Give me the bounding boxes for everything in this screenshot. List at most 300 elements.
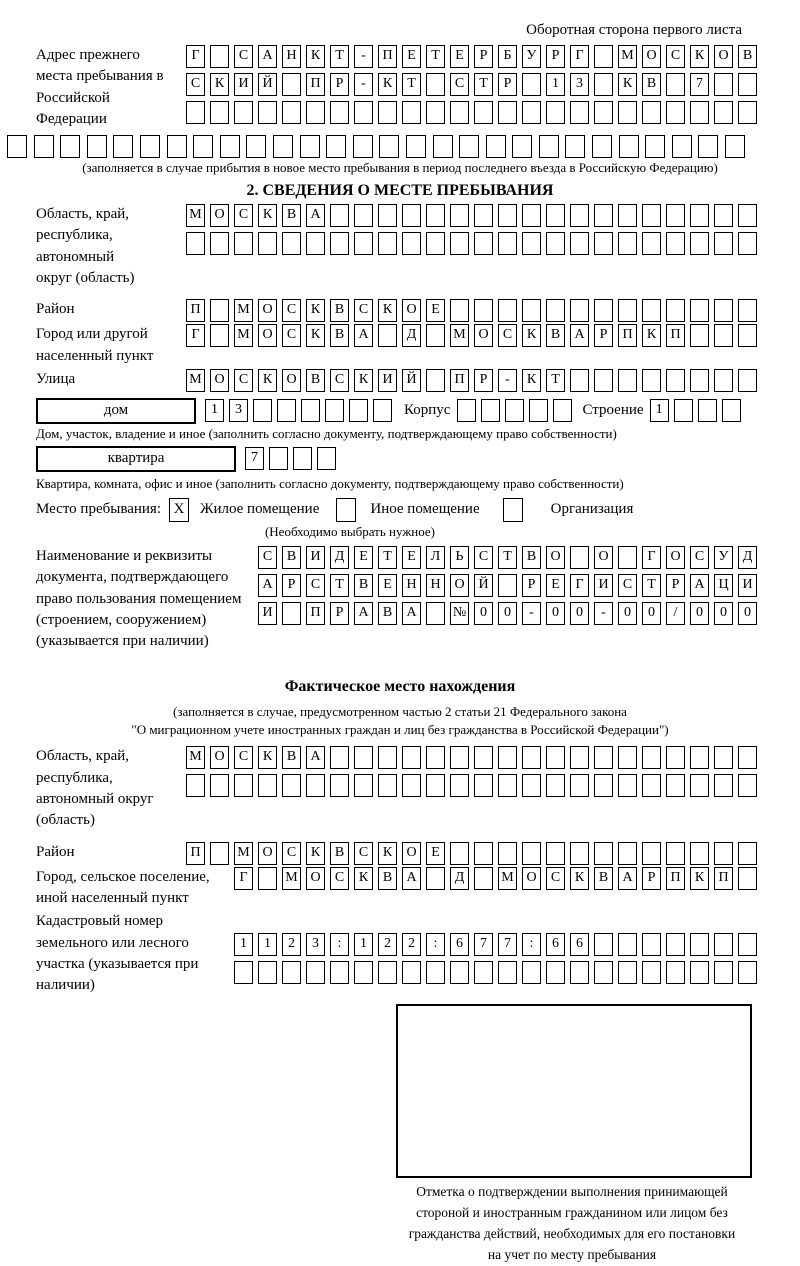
stamp-caption-line-4: на учет по месту пребывания [487,1247,657,1263]
char-box [690,933,709,956]
char-box [378,204,397,227]
char-box [210,232,229,255]
char-box: Т [498,546,517,569]
char-box [618,774,637,797]
char-box [594,299,613,322]
char-box [326,135,346,158]
char-box: С [618,574,637,597]
char-box [666,842,685,865]
char-box: / [666,602,685,625]
oblast-row-2 [186,232,757,255]
char-box [642,746,661,769]
char-box [522,842,541,865]
char-box: В [594,867,613,890]
document-row-1 [258,546,757,569]
char-box [738,746,757,769]
char-box: О [282,369,301,392]
char-box: К [378,842,397,865]
char-box: 1 [546,73,565,96]
char-box: Е [402,45,421,68]
char-box: П [666,324,685,347]
char-box: Г [234,867,253,890]
char-box [522,961,541,984]
char-box: М [450,324,469,347]
char-box [618,299,637,322]
char-box [738,867,757,890]
char-box [306,101,325,124]
dom-rect-label: дом [36,398,196,424]
char-box [594,774,613,797]
gorod-label: Город или другой населенный пункт [36,326,154,364]
char-box [738,369,757,392]
char-box: К [258,204,277,227]
char-box: 7 [498,933,517,956]
char-box [498,961,517,984]
char-box: О [666,546,685,569]
char-box [406,135,426,158]
char-box [426,774,445,797]
char-box: 1 [234,933,253,956]
fact-note-line2: "О миграционном учете иностранных граждан и лиц без гражданства в Российской Федерации") [131,722,669,738]
prev-address-rows [186,45,757,124]
char-box [498,746,517,769]
char-box [714,774,733,797]
char-box [426,324,445,347]
char-box: К [642,324,661,347]
char-box [698,399,717,422]
char-box: С [690,546,709,569]
char-box [253,399,272,422]
char-box: Р [474,369,493,392]
char-box [330,101,349,124]
char-box [210,299,229,322]
char-box: № [450,602,469,625]
char-box: Т [402,73,421,96]
char-box: Д [330,546,349,569]
char-box [234,232,253,255]
char-box: М [186,746,205,769]
char-box [498,232,517,255]
prev-address-label: Адрес прежнего места пребывания в Российской Федерации [36,47,164,127]
char-box [642,232,661,255]
char-box: 1 [650,399,669,422]
char-box: Г [570,574,589,597]
char-box [618,369,637,392]
char-box [714,746,733,769]
char-box [642,933,661,956]
char-box: К [618,73,637,96]
char-box [450,101,469,124]
char-box [317,447,336,470]
char-box [474,961,493,984]
char-box: О [522,867,541,890]
char-box: Р [330,602,349,625]
char-box: А [690,574,709,597]
char-box: Г [642,546,661,569]
char-box [474,232,493,255]
char-box [738,101,757,124]
char-box [450,842,469,865]
char-box [738,961,757,984]
char-box: Т [330,45,349,68]
char-box [546,774,565,797]
char-box: И [378,369,397,392]
char-box [594,842,613,865]
char-box [474,299,493,322]
char-box [186,774,205,797]
char-box [277,399,296,422]
char-box [498,574,517,597]
char-box: Р [522,574,541,597]
char-box [565,135,585,158]
char-box [481,399,500,422]
char-box [498,299,517,322]
char-box [618,546,637,569]
char-box [113,135,133,158]
char-box [354,101,373,124]
char-box: П [450,369,469,392]
char-box [642,369,661,392]
char-box [570,101,589,124]
char-box [378,101,397,124]
fact-oblast-rows [186,746,757,797]
char-box: Н [282,45,301,68]
char-box: М [282,867,301,890]
char-box [459,135,479,158]
char-box: 0 [642,602,661,625]
char-box [690,299,709,322]
char-box: К [378,73,397,96]
char-box [522,204,541,227]
char-box [140,135,160,158]
char-box [522,774,541,797]
char-box [570,961,589,984]
fact-gorod-label: Город, сельское поселение, иной населенный пункт [36,868,210,906]
char-box: - [354,73,373,96]
char-box [725,135,745,158]
char-box: В [354,574,373,597]
char-box [293,447,312,470]
char-box [306,961,325,984]
char-box: 3 [229,399,248,422]
char-box: И [738,574,757,597]
char-box [349,399,368,422]
char-box [546,204,565,227]
char-box: Ь [450,546,469,569]
fact-oblast-label: Область, край, республика, автономный округ (область) [36,748,154,829]
fact-raion-block [0,842,800,865]
char-box [714,933,733,956]
char-box: С [234,45,253,68]
char-box [474,867,493,890]
char-box [258,867,277,890]
char-box: Т [426,45,445,68]
char-box: У [522,45,541,68]
char-box: М [234,324,253,347]
char-box: К [690,45,709,68]
char-box [354,774,373,797]
char-box [273,135,293,158]
char-box: 2 [402,933,421,956]
char-box: : [426,933,445,956]
char-box [220,135,240,158]
document-block [0,546,800,652]
char-box: О [258,299,277,322]
fact-oblast-row-2 [186,774,757,797]
char-box [594,369,613,392]
char-box: К [306,45,325,68]
ulitsa-row [186,369,757,392]
char-box: С [330,369,349,392]
fact-note-line1: (заполняется в случае, предусмотренном частью 2 статьи 21 Федерального закона [173,704,627,720]
char-box: Ц [714,574,733,597]
char-box: Р [666,574,685,597]
char-box: Р [546,45,565,68]
char-box [642,842,661,865]
char-box: С [306,574,325,597]
char-box [714,961,733,984]
char-box: К [306,842,325,865]
char-box [258,101,277,124]
char-box [714,842,733,865]
char-box [426,101,445,124]
char-box [330,232,349,255]
char-box: Г [570,45,589,68]
char-box: 0 [474,602,493,625]
char-box: П [618,324,637,347]
char-box: П [666,867,685,890]
char-box [306,774,325,797]
char-box [570,369,589,392]
char-box [378,774,397,797]
char-box [714,324,733,347]
char-box [354,961,373,984]
dom-caption: Дом, участок, владение и иное (заполнить согласно документу, подтверждающему право собственности) [36,425,617,441]
char-box [378,961,397,984]
char-box [690,961,709,984]
char-box: 7 [474,933,493,956]
char-box: Т [330,574,349,597]
char-box [87,135,107,158]
char-box: О [594,546,613,569]
char-box [592,135,612,158]
char-box: К [378,299,397,322]
char-box: М [186,204,205,227]
char-box [690,101,709,124]
char-box [666,369,685,392]
char-box [690,746,709,769]
char-box [450,299,469,322]
char-box [570,546,589,569]
char-box [714,73,733,96]
kadastr-row-1 [234,933,757,956]
char-box [642,101,661,124]
option-organizatsiya-label: Организация [550,501,634,518]
char-box: Й [474,574,493,597]
kvartira-number-row [245,447,336,470]
fact-raion-label: Район [36,843,75,860]
char-box [282,101,301,124]
ulitsa-label: Улица [36,370,76,387]
char-box: 0 [546,602,565,625]
kvartira-rect-label: квартира [36,446,236,472]
char-box [714,101,733,124]
char-box [690,204,709,227]
raion-block [0,299,800,322]
fact-oblast-row-1 [186,746,757,769]
char-box: К [354,369,373,392]
fact-raion-row [186,842,757,865]
char-box: 0 [738,602,757,625]
char-box [210,842,229,865]
char-box [666,961,685,984]
char-box [522,73,541,96]
fact-title: Фактическое место нахождения [284,678,516,696]
kadastr-rows [234,933,757,984]
char-box: К [306,324,325,347]
char-box [282,774,301,797]
char-box [594,961,613,984]
page-side-note: Оборотная сторона первого листа [526,22,742,38]
char-box: О [210,369,229,392]
kadastr-block [0,911,800,996]
oblast-block [0,204,800,289]
char-box: В [282,546,301,569]
fact-gorod-block [0,867,800,910]
stamp-caption-line-1: Отметка о подтверждении выполнения принимающей [416,1184,728,1200]
char-box: 6 [570,933,589,956]
fact-oblast-block [0,746,800,831]
mesto-note: (Необходимо выбрать нужное) [264,523,436,539]
char-box [642,961,661,984]
char-box [618,961,637,984]
char-box [306,232,325,255]
oblast-label: Область, край, республика, автономный округ (область) [36,206,135,287]
char-box [570,842,589,865]
char-box [738,204,757,227]
kvartira-caption: Квартира, комната, офис и иное (заполнить согласно документу, подтверждающему право собственности) [36,475,624,491]
char-box: А [402,867,421,890]
char-box: К [354,867,373,890]
char-box [570,774,589,797]
char-box [325,399,344,422]
char-box [282,232,301,255]
char-box [474,204,493,227]
char-box: С [186,73,205,96]
dom-number-row [205,399,392,422]
char-box: С [258,546,277,569]
char-box [666,774,685,797]
char-box: С [234,204,253,227]
char-box [378,232,397,255]
char-box: В [378,602,397,625]
char-box: В [282,746,301,769]
char-box [210,324,229,347]
prev-address-block [0,45,800,130]
char-box [594,232,613,255]
document-row-2 [258,574,757,597]
fact-gorod-row [234,867,757,890]
char-box [690,842,709,865]
char-box: М [234,299,253,322]
char-box [433,135,453,158]
char-box: 0 [498,602,517,625]
char-box [546,101,565,124]
char-box [666,73,685,96]
char-box: П [378,45,397,68]
char-box [426,232,445,255]
char-box [210,45,229,68]
char-box: Д [450,867,469,890]
char-box: К [258,369,277,392]
char-box [738,774,757,797]
char-box [690,774,709,797]
char-box [618,842,637,865]
prev-address-row-4 [7,135,800,158]
char-box [546,961,565,984]
char-box [546,746,565,769]
char-box: В [738,45,757,68]
char-box: 1 [354,933,373,956]
char-box [522,746,541,769]
char-box [34,135,54,158]
char-box [666,204,685,227]
stamp-caption [352,1182,792,1266]
raion-label: Район [36,301,75,318]
char-box: М [186,369,205,392]
char-box: П [306,602,325,625]
char-box [246,135,266,158]
char-box: 6 [546,933,565,956]
char-box: К [570,867,589,890]
char-box [666,746,685,769]
confirmation-stamp-box [396,1004,752,1178]
char-box: Р [330,73,349,96]
char-box: 2 [282,933,301,956]
char-box [738,73,757,96]
char-box [505,399,524,422]
char-box [402,774,421,797]
char-box [594,746,613,769]
char-box [474,101,493,124]
char-box: 0 [618,602,637,625]
char-box: П [714,867,733,890]
char-box: И [258,602,277,625]
char-box: К [258,746,277,769]
char-box [402,101,421,124]
char-box [60,135,80,158]
char-box [570,746,589,769]
char-box: : [522,933,541,956]
char-box [301,399,320,422]
checkbox-organizatsiya [503,498,523,522]
korpus-row [457,399,572,422]
char-box: Е [402,546,421,569]
char-box: В [330,299,349,322]
char-box [210,101,229,124]
char-box: - [498,369,517,392]
char-box: Е [354,546,373,569]
char-box: И [306,546,325,569]
char-box [498,842,517,865]
char-box: С [282,299,301,322]
char-box [539,135,559,158]
char-box [522,101,541,124]
char-box [426,867,445,890]
char-box: С [546,867,565,890]
char-box [522,232,541,255]
char-box [512,135,532,158]
